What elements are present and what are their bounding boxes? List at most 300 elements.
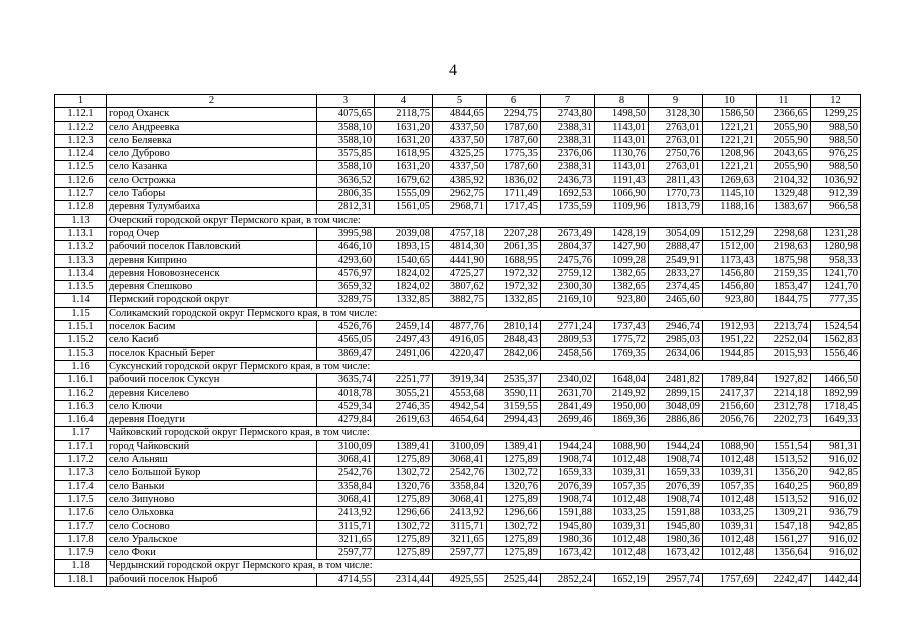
value-cell: 1109,96 xyxy=(595,201,649,214)
value-cell: 1275,89 xyxy=(487,533,541,546)
value-cell: 3358,84 xyxy=(433,480,487,493)
table-row xyxy=(55,374,861,387)
value-cell: 1787,60 xyxy=(487,121,541,134)
value-cell: 2312,78 xyxy=(757,400,811,413)
row-code: 1.16.4 xyxy=(55,414,107,427)
value-cell: 2848,43 xyxy=(487,334,541,347)
value-cell: 1039,31 xyxy=(703,520,757,533)
value-cell: 1066,90 xyxy=(595,188,649,201)
value-cell: 1088,90 xyxy=(703,440,757,453)
table-row xyxy=(55,480,861,493)
value-cell: 2542,76 xyxy=(317,467,375,480)
value-cell: 1513,52 xyxy=(757,454,811,467)
row-code: 1.17.8 xyxy=(55,533,107,546)
value-cell: 916,02 xyxy=(811,547,861,560)
value-cell: 1735,59 xyxy=(541,201,595,214)
value-cell: 2525,44 xyxy=(487,573,541,586)
value-cell: 1711,49 xyxy=(487,188,541,201)
value-cell: 1057,35 xyxy=(595,480,649,493)
value-cell: 2149,92 xyxy=(595,387,649,400)
value-cell: 1012,48 xyxy=(703,493,757,506)
value-cell: 1099,28 xyxy=(595,254,649,267)
value-cell: 1659,33 xyxy=(649,467,703,480)
value-cell: 1631,20 xyxy=(375,121,433,134)
column-header: 3 xyxy=(317,95,375,108)
table-row xyxy=(55,334,861,347)
group-row xyxy=(55,214,861,227)
value-cell: 976,25 xyxy=(811,148,861,161)
value-cell: 2413,92 xyxy=(317,507,375,520)
value-cell: 2888,47 xyxy=(649,241,703,254)
table-row xyxy=(55,294,861,307)
value-cell: 1280,98 xyxy=(811,241,861,254)
value-cell: 1456,80 xyxy=(703,281,757,294)
value-cell: 988,50 xyxy=(811,121,861,134)
value-cell: 1586,50 xyxy=(703,108,757,121)
row-code: 1.13.2 xyxy=(55,241,107,254)
value-cell: 1302,72 xyxy=(375,467,433,480)
value-cell: 2366,65 xyxy=(757,108,811,121)
value-cell: 2061,35 xyxy=(487,241,541,254)
value-cell: 1524,54 xyxy=(811,321,861,334)
value-cell: 3358,84 xyxy=(317,480,375,493)
settlement-name: село Казанка xyxy=(107,161,317,174)
settlement-name: деревня Тулумбаиха xyxy=(107,201,317,214)
value-cell: 4325,25 xyxy=(433,148,487,161)
value-cell: 2156,60 xyxy=(703,400,757,413)
value-cell: 1927,82 xyxy=(757,374,811,387)
value-cell: 2597,77 xyxy=(433,547,487,560)
value-cell: 958,33 xyxy=(811,254,861,267)
value-cell: 777,35 xyxy=(811,294,861,307)
row-code: 1.17.5 xyxy=(55,493,107,506)
group-span-cell xyxy=(317,214,861,227)
value-cell: 2743,80 xyxy=(541,108,595,121)
value-cell: 2806,35 xyxy=(317,188,375,201)
value-cell: 4526,76 xyxy=(317,321,375,334)
value-cell: 1561,27 xyxy=(757,533,811,546)
group-row xyxy=(55,307,861,320)
row-code: 1.18.1 xyxy=(55,573,107,586)
value-cell: 2015,93 xyxy=(757,347,811,360)
value-cell: 2771,24 xyxy=(541,321,595,334)
value-cell: 1836,02 xyxy=(487,174,541,187)
value-cell: 1231,28 xyxy=(811,227,861,240)
value-cell: 1039,31 xyxy=(595,467,649,480)
value-cell: 1944,24 xyxy=(649,440,703,453)
column-header: 8 xyxy=(595,95,649,108)
value-cell: 2549,91 xyxy=(649,254,703,267)
value-cell: 1980,36 xyxy=(649,533,703,546)
settlement-name: село Дуброво xyxy=(107,148,317,161)
value-cell: 1191,43 xyxy=(595,174,649,187)
value-cell: 1908,74 xyxy=(541,454,595,467)
value-cell: 2214,18 xyxy=(757,387,811,400)
value-cell: 2962,75 xyxy=(433,188,487,201)
value-cell: 1039,31 xyxy=(595,520,649,533)
value-cell: 1555,09 xyxy=(375,188,433,201)
value-cell: 1844,75 xyxy=(757,294,811,307)
value-cell: 1466,50 xyxy=(811,374,861,387)
row-code: 1.17.3 xyxy=(55,467,107,480)
table-row xyxy=(55,267,861,280)
header-row xyxy=(55,95,861,108)
value-cell: 3128,30 xyxy=(649,108,703,121)
value-cell: 2852,24 xyxy=(541,573,595,586)
value-cell: 2542,76 xyxy=(433,467,487,480)
value-cell: 4714,55 xyxy=(317,573,375,586)
value-cell: 4279,84 xyxy=(317,414,375,427)
row-code: 1.13.3 xyxy=(55,254,107,267)
value-cell: 1332,85 xyxy=(375,294,433,307)
value-cell: 1456,80 xyxy=(703,267,757,280)
group-name: Соликамский городской округ Пермского края, в том числе: xyxy=(107,307,317,320)
value-cell: 2055,90 xyxy=(757,121,811,134)
value-cell: 936,79 xyxy=(811,507,861,520)
value-cell: 2118,75 xyxy=(375,108,433,121)
value-cell: 1143,01 xyxy=(595,161,649,174)
value-cell: 3211,65 xyxy=(433,533,487,546)
value-cell: 3575,85 xyxy=(317,148,375,161)
row-code: 1.12.2 xyxy=(55,121,107,134)
value-cell: 2436,73 xyxy=(541,174,595,187)
settlement-name: село Острожка xyxy=(107,174,317,187)
value-cell: 3048,09 xyxy=(649,400,703,413)
value-cell: 988,50 xyxy=(811,161,861,174)
value-cell: 1688,95 xyxy=(487,254,541,267)
value-cell: 4877,76 xyxy=(433,321,487,334)
value-cell: 1012,48 xyxy=(703,533,757,546)
value-cell: 2076,39 xyxy=(541,480,595,493)
settlement-name: город Чайковский xyxy=(107,440,317,453)
value-cell: 1033,25 xyxy=(595,507,649,520)
group-row xyxy=(55,427,861,440)
value-cell: 1382,65 xyxy=(595,281,649,294)
value-cell: 2750,76 xyxy=(649,148,703,161)
value-cell: 3659,32 xyxy=(317,281,375,294)
value-cell: 2417,37 xyxy=(703,387,757,400)
value-cell: 2746,35 xyxy=(375,400,433,413)
value-cell: 1389,41 xyxy=(375,440,433,453)
value-cell: 3055,21 xyxy=(375,387,433,400)
value-cell: 1824,02 xyxy=(375,267,433,280)
value-cell: 3068,41 xyxy=(433,493,487,506)
value-cell: 1012,48 xyxy=(703,547,757,560)
value-cell: 3882,75 xyxy=(433,294,487,307)
value-cell: 3636,52 xyxy=(317,174,375,187)
value-cell: 1618,95 xyxy=(375,148,433,161)
value-cell: 2459,14 xyxy=(375,321,433,334)
value-cell: 1770,73 xyxy=(649,188,703,201)
table-row xyxy=(55,254,861,267)
value-cell: 3068,41 xyxy=(317,454,375,467)
value-cell: 1275,89 xyxy=(375,493,433,506)
table-row xyxy=(55,387,861,400)
value-cell: 1631,20 xyxy=(375,134,433,147)
value-cell: 916,02 xyxy=(811,454,861,467)
table-row xyxy=(55,573,861,586)
value-cell: 1547,18 xyxy=(757,520,811,533)
value-cell: 1057,35 xyxy=(703,480,757,493)
value-cell: 2673,49 xyxy=(541,227,595,240)
value-cell: 2340,02 xyxy=(541,374,595,387)
value-cell: 3211,65 xyxy=(317,533,375,546)
value-cell: 1275,89 xyxy=(375,454,433,467)
value-cell: 2465,60 xyxy=(649,294,703,307)
value-cell: 4942,54 xyxy=(433,400,487,413)
value-cell: 1145,10 xyxy=(703,188,757,201)
value-cell: 1130,76 xyxy=(595,148,649,161)
value-cell: 1188,16 xyxy=(703,201,757,214)
row-code: 1.15.3 xyxy=(55,347,107,360)
row-code: 1.16 xyxy=(55,360,107,373)
value-cell: 4529,34 xyxy=(317,400,375,413)
value-cell: 2841,49 xyxy=(541,400,595,413)
value-cell: 2376,06 xyxy=(541,148,595,161)
value-cell: 1208,96 xyxy=(703,148,757,161)
table-row xyxy=(55,547,861,560)
row-code: 1.16.2 xyxy=(55,387,107,400)
column-header: 9 xyxy=(649,95,703,108)
table-row xyxy=(55,440,861,453)
value-cell: 1787,60 xyxy=(487,134,541,147)
row-code: 1.17.4 xyxy=(55,480,107,493)
value-cell: 2899,15 xyxy=(649,387,703,400)
value-cell: 2481,82 xyxy=(649,374,703,387)
column-header: 7 xyxy=(541,95,595,108)
value-cell: 1591,88 xyxy=(541,507,595,520)
row-code: 1.12.6 xyxy=(55,174,107,187)
row-code: 1.12.5 xyxy=(55,161,107,174)
value-cell: 1673,42 xyxy=(649,547,703,560)
row-code: 1.12.7 xyxy=(55,188,107,201)
value-cell: 1912,93 xyxy=(703,321,757,334)
group-span-cell xyxy=(317,427,861,440)
value-cell: 2056,76 xyxy=(703,414,757,427)
value-cell: 2458,56 xyxy=(541,347,595,360)
value-cell: 1659,33 xyxy=(541,467,595,480)
settlement-name: село Ольховка xyxy=(107,507,317,520)
column-header: 1 xyxy=(55,95,107,108)
value-cell: 1143,01 xyxy=(595,121,649,134)
value-cell: 2759,12 xyxy=(541,267,595,280)
value-cell: 2055,90 xyxy=(757,134,811,147)
value-cell: 2475,76 xyxy=(541,254,595,267)
table-row xyxy=(55,148,861,161)
value-cell: 2699,46 xyxy=(541,414,595,427)
group-row xyxy=(55,560,861,573)
table-row xyxy=(55,467,861,480)
value-cell: 2413,92 xyxy=(433,507,487,520)
settlement-name: рабочий поселок Суксун xyxy=(107,374,317,387)
value-cell: 4925,55 xyxy=(433,573,487,586)
value-cell: 960,89 xyxy=(811,480,861,493)
value-cell: 1512,00 xyxy=(703,241,757,254)
settlement-name: село Фоки xyxy=(107,547,317,560)
row-code: 1.14 xyxy=(55,294,107,307)
value-cell: 4757,18 xyxy=(433,227,487,240)
value-cell: 3588,10 xyxy=(317,121,375,134)
value-cell: 1892,99 xyxy=(811,387,861,400)
value-cell: 1275,89 xyxy=(375,533,433,546)
value-cell: 3807,62 xyxy=(433,281,487,294)
value-cell: 1556,46 xyxy=(811,347,861,360)
row-code: 1.18 xyxy=(55,560,107,573)
value-cell: 2842,06 xyxy=(487,347,541,360)
value-cell: 3919,34 xyxy=(433,374,487,387)
value-cell: 3289,75 xyxy=(317,294,375,307)
value-cell: 2314,44 xyxy=(375,573,433,586)
settlement-name: деревня Поедуги xyxy=(107,414,317,427)
settlement-name: село Большой Букор xyxy=(107,467,317,480)
value-cell: 4916,05 xyxy=(433,334,487,347)
value-cell: 1269,63 xyxy=(703,174,757,187)
value-cell: 1775,35 xyxy=(487,148,541,161)
table-row xyxy=(55,134,861,147)
group-name: Суксунский городской округ Пермского края, в том числе: xyxy=(107,360,317,373)
row-code: 1.15 xyxy=(55,307,107,320)
table-body xyxy=(55,95,861,587)
value-cell: 3100,09 xyxy=(317,440,375,453)
value-cell: 1980,36 xyxy=(541,533,595,546)
value-cell: 2076,39 xyxy=(649,480,703,493)
value-cell: 1787,60 xyxy=(487,161,541,174)
value-cell: 4018,78 xyxy=(317,387,375,400)
value-cell: 2198,63 xyxy=(757,241,811,254)
value-cell: 4725,27 xyxy=(433,267,487,280)
table-row xyxy=(55,400,861,413)
settlement-name: село Касиб xyxy=(107,334,317,347)
column-header: 6 xyxy=(487,95,541,108)
value-cell: 2809,53 xyxy=(541,334,595,347)
settlement-name: село Беляевка xyxy=(107,134,317,147)
table-row xyxy=(55,321,861,334)
value-cell: 2634,06 xyxy=(649,347,703,360)
value-cell: 1944,24 xyxy=(541,440,595,453)
table-row xyxy=(55,241,861,254)
value-cell: 4844,65 xyxy=(433,108,487,121)
row-code: 1.12.8 xyxy=(55,201,107,214)
value-cell: 4337,50 xyxy=(433,121,487,134)
value-cell: 1428,19 xyxy=(595,227,649,240)
column-header: 11 xyxy=(757,95,811,108)
value-cell: 2388,31 xyxy=(541,121,595,134)
value-cell: 1640,25 xyxy=(757,480,811,493)
value-cell: 3869,47 xyxy=(317,347,375,360)
value-cell: 4075,65 xyxy=(317,108,375,121)
value-cell: 1718,45 xyxy=(811,400,861,413)
value-cell: 988,50 xyxy=(811,134,861,147)
value-cell: 1717,45 xyxy=(487,201,541,214)
row-code: 1.17.6 xyxy=(55,507,107,520)
value-cell: 1824,02 xyxy=(375,281,433,294)
value-cell: 2252,04 xyxy=(757,334,811,347)
value-cell: 3068,41 xyxy=(317,493,375,506)
row-code: 1.16.3 xyxy=(55,400,107,413)
settlement-name: деревня Киселево xyxy=(107,387,317,400)
row-code: 1.12.3 xyxy=(55,134,107,147)
settlement-name: поселок Басим xyxy=(107,321,317,334)
value-cell: 1498,50 xyxy=(595,108,649,121)
value-cell: 4654,64 xyxy=(433,414,487,427)
group-name: Чердынский городской округ Пермского края, в том числе: xyxy=(107,560,317,573)
value-cell: 1972,32 xyxy=(487,281,541,294)
value-cell: 2159,35 xyxy=(757,267,811,280)
row-code: 1.17 xyxy=(55,427,107,440)
group-span-cell xyxy=(317,307,861,320)
value-cell: 1908,74 xyxy=(541,493,595,506)
value-cell: 1302,72 xyxy=(487,520,541,533)
table-row xyxy=(55,507,861,520)
value-cell: 2763,01 xyxy=(649,121,703,134)
value-cell: 3054,09 xyxy=(649,227,703,240)
table-row xyxy=(55,174,861,187)
tariff-table xyxy=(54,94,861,587)
value-cell: 1631,20 xyxy=(375,161,433,174)
row-code: 1.12.1 xyxy=(55,108,107,121)
table-row xyxy=(55,188,861,201)
value-cell: 1143,01 xyxy=(595,134,649,147)
value-cell: 2811,43 xyxy=(649,174,703,187)
value-cell: 2251,77 xyxy=(375,374,433,387)
value-cell: 1012,48 xyxy=(595,454,649,467)
row-code: 1.15.1 xyxy=(55,321,107,334)
value-cell: 2104,32 xyxy=(757,174,811,187)
value-cell: 1033,25 xyxy=(703,507,757,520)
settlement-name: село Зипуново xyxy=(107,493,317,506)
row-code: 1.13.5 xyxy=(55,281,107,294)
value-cell: 2985,03 xyxy=(649,334,703,347)
table-row xyxy=(55,201,861,214)
settlement-name: село Таборы xyxy=(107,188,317,201)
row-code: 1.15.2 xyxy=(55,334,107,347)
value-cell: 1221,21 xyxy=(703,134,757,147)
value-cell: 1356,64 xyxy=(757,547,811,560)
value-cell: 942,85 xyxy=(811,467,861,480)
value-cell: 1012,48 xyxy=(595,547,649,560)
value-cell: 916,02 xyxy=(811,533,861,546)
value-cell: 1356,20 xyxy=(757,467,811,480)
value-cell: 2812,31 xyxy=(317,201,375,214)
value-cell: 1692,53 xyxy=(541,188,595,201)
value-cell: 2810,14 xyxy=(487,321,541,334)
settlement-name: село Уральское xyxy=(107,533,317,546)
value-cell: 2535,37 xyxy=(487,374,541,387)
value-cell: 1908,74 xyxy=(649,493,703,506)
value-cell: 1329,48 xyxy=(757,188,811,201)
row-code: 1.17.7 xyxy=(55,520,107,533)
row-code: 1.13.1 xyxy=(55,227,107,240)
value-cell: 1775,72 xyxy=(595,334,649,347)
value-cell: 1875,98 xyxy=(757,254,811,267)
value-cell: 1382,65 xyxy=(595,267,649,280)
value-cell: 1275,89 xyxy=(487,454,541,467)
value-cell: 1561,05 xyxy=(375,201,433,214)
value-cell: 1442,44 xyxy=(811,573,861,586)
value-cell: 1769,35 xyxy=(595,347,649,360)
value-cell: 1302,72 xyxy=(375,520,433,533)
value-cell: 981,31 xyxy=(811,440,861,453)
value-cell: 1869,36 xyxy=(595,414,649,427)
value-cell: 1296,66 xyxy=(375,507,433,520)
value-cell: 2491,06 xyxy=(375,347,433,360)
value-cell: 1562,83 xyxy=(811,334,861,347)
value-cell: 1648,04 xyxy=(595,374,649,387)
value-cell: 1039,31 xyxy=(703,467,757,480)
value-cell: 1813,79 xyxy=(649,201,703,214)
value-cell: 942,85 xyxy=(811,520,861,533)
value-cell: 3068,41 xyxy=(433,454,487,467)
